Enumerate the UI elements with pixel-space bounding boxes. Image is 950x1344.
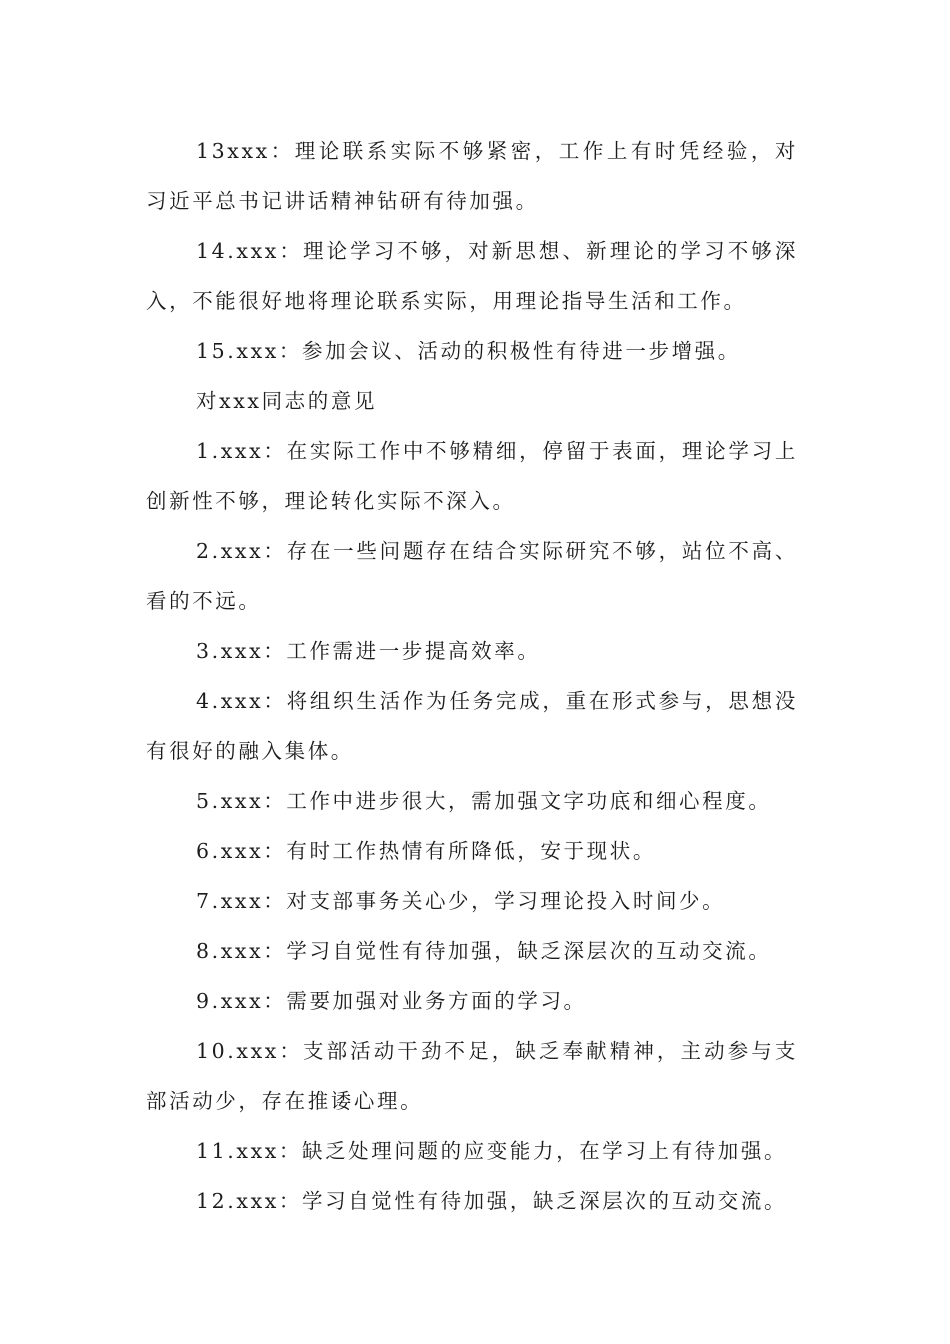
paragraph-item-6: 6.xxx：有时工作热情有所降低，安于现状。: [196, 839, 656, 863]
paragraph-item-3: 3.xxx：工作需进一步提高效率。: [196, 639, 541, 663]
section-heading: 对xxx同志的意见: [196, 389, 378, 413]
paragraph-item-8: 8.xxx：学习自觉性有待加强，缺乏深层次的互动交流。: [196, 939, 772, 963]
paragraph-item-5: 5.xxx：工作中进步很大，需加强文字功底和细心程度。: [196, 789, 772, 813]
paragraph-item-2: 2.xxx：存在一些问题存在结合实际研究不够，站位不高、看的不远。: [146, 539, 798, 613]
paragraph-item-9: 9.xxx：需要加强对业务方面的学习。: [196, 989, 587, 1013]
paragraph-item-1: 1.xxx：在实际工作中不够精细，停留于表面，理论学习上创新性不够，理论转化实际不深入。: [146, 439, 798, 513]
paragraph-item-11: 11.xxx：缺乏处理问题的应变能力，在学习上有待加强。: [196, 1139, 788, 1163]
paragraph-item-13: 13xxx：理论联系实际不够紧密，工作上有时凭经验，对习近平总书记讲话精神钻研有待加强。: [146, 139, 798, 213]
paragraph-item-14: 14.xxx：理论学习不够，对新思想、新理论的学习不够深入，不能很好地将理论联系实际，用理论指导生活和工作。: [146, 239, 798, 313]
paragraph-item-12: 12.xxx：学习自觉性有待加强，缺乏深层次的互动交流。: [196, 1189, 788, 1213]
paragraph-item-4: 4.xxx：将组织生活作为任务完成，重在形式参与，思想没有很好的融入集体。: [146, 689, 798, 763]
paragraph-item-7: 7.xxx：对支部事务关心少，学习理论投入时间少。: [196, 889, 726, 913]
document-body: [146, 126, 798, 1226]
paragraph-item-10: 10.xxx：支部活动干劲不足，缺乏奉献精神，主动参与支部活动少，存在推诿心理。: [146, 1039, 798, 1113]
paragraph-item-15: 15.xxx：参加会议、活动的积极性有待进一步增强。: [196, 339, 741, 363]
